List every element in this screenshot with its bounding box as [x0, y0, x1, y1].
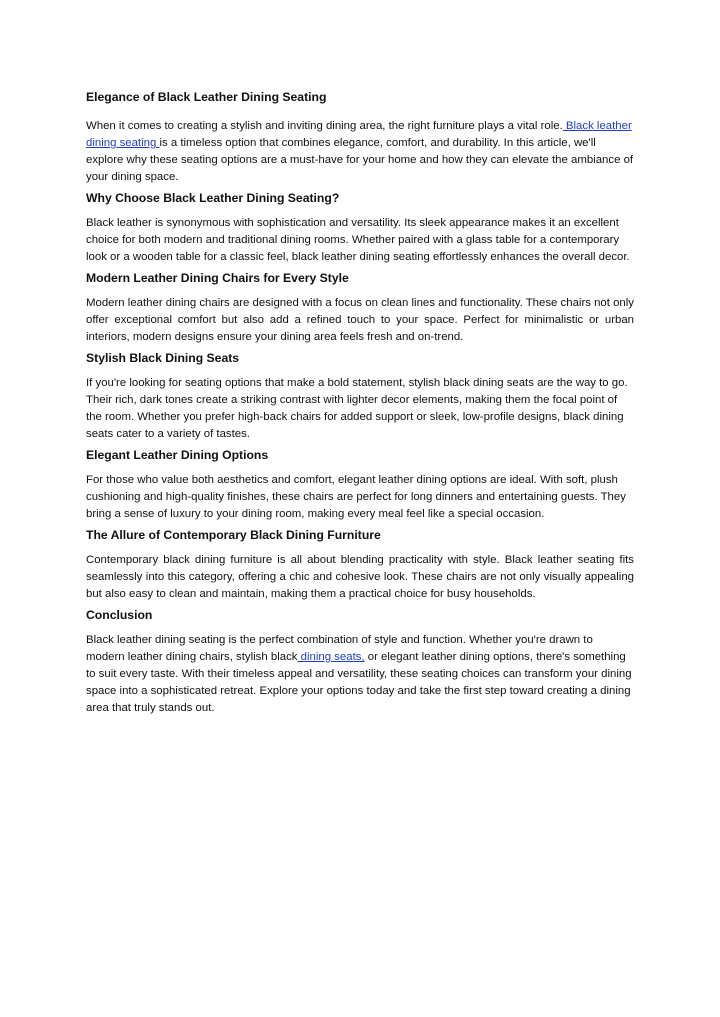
- section-body-stylish-seats: If you're looking for seating options that make a bold statement, stylish black dining seats are the way to go. Their rich, dark tones create a striking contrast with lighter decor elements, making them the focal point of the room. Whether you prefer high-back chairs for added support or sleek, low-profile designs, black dining seats cater to a variety of tastes.: [86, 377, 628, 440]
- conclusion-text-start: Black leather dining seating is the perfect combination of style and function. Whether you're drawn to modern leather dining chairs, stylish black: [86, 634, 593, 663]
- section-body-why-choose: Black leather is synonymous with sophistication and versatility. Its sleek appearance makes it an excellent choice for both modern and traditional dining rooms. Whether paired with a glass table for a contemporary look or a wooden table for a classic feel, black leather dining seating effortlessly enhances the overall decor.: [86, 217, 630, 263]
- section-body-contemporary-furniture: Contemporary black dining furniture is all about blending practicality with style. Black leather seating fits seamlessly into this category, offering a chic and cohesive look. These chairs are not only visually appealing but also easy to clean and maintain, making them a practical choice for busy households.: [86, 554, 634, 600]
- conclusion-text-end: or elegant leather dining options, there's something to suit every taste. With their timeless appeal and versatility, these seating choices can transform your dining space into a sophisticated retreat. Explore your options today and take the first step toward creating a dining area that truly stands out.: [86, 651, 632, 714]
- intro-paragraph: [86, 118, 634, 186]
- section-heading-why-choose: Why Choose Black Leather Dining Seating?: [86, 191, 340, 205]
- intro-text-end: is a timeless option that combines elegance, comfort, and durability. In this article, we'll explore why these seating options are a must-have for your home and how they can elevate the ambiance of your dining space.: [86, 137, 634, 183]
- dining-seats-link[interactable]: dining seats,: [297, 651, 365, 663]
- section-body-elegant-options: For those who value both aesthetics and comfort, elegant leather dining options are ideal. With soft, plush cushioning and high-quality finishes, these chairs are perfect for long dinners and entertaining guests. They bring a sense of luxury to your dining room, making every meal feel like a special occasion.: [86, 474, 626, 520]
- section-body-modern-chairs: Modern leather dining chairs are designed with a focus on clean lines and functionality. These chairs not only offer exceptional comfort but also add a refined touch to your space. Perfect for minimalistic or urban interiors, modern designs ensure your dining area feels fresh and on-trend.: [86, 297, 634, 343]
- section-heading-conclusion: Conclusion: [86, 608, 153, 622]
- black-leather-dining-seating-link[interactable]: Black leather dining seating: [86, 120, 632, 149]
- intro-text-start: When it comes to creating a stylish and inviting dining area, the right furniture plays a vital role.: [86, 120, 563, 132]
- section-heading-contemporary-furniture: The Allure of Contemporary Black Dining Furniture: [86, 528, 381, 542]
- section-heading-elegant-options: Elegant Leather Dining Options: [86, 448, 269, 462]
- document-title: Elegance of Black Leather Dining Seating: [86, 90, 327, 104]
- section-heading-stylish-seats: Stylish Black Dining Seats: [86, 351, 240, 365]
- conclusion-paragraph: [86, 632, 634, 717]
- section-heading-modern-chairs: Modern Leather Dining Chairs for Every Style: [86, 271, 349, 285]
